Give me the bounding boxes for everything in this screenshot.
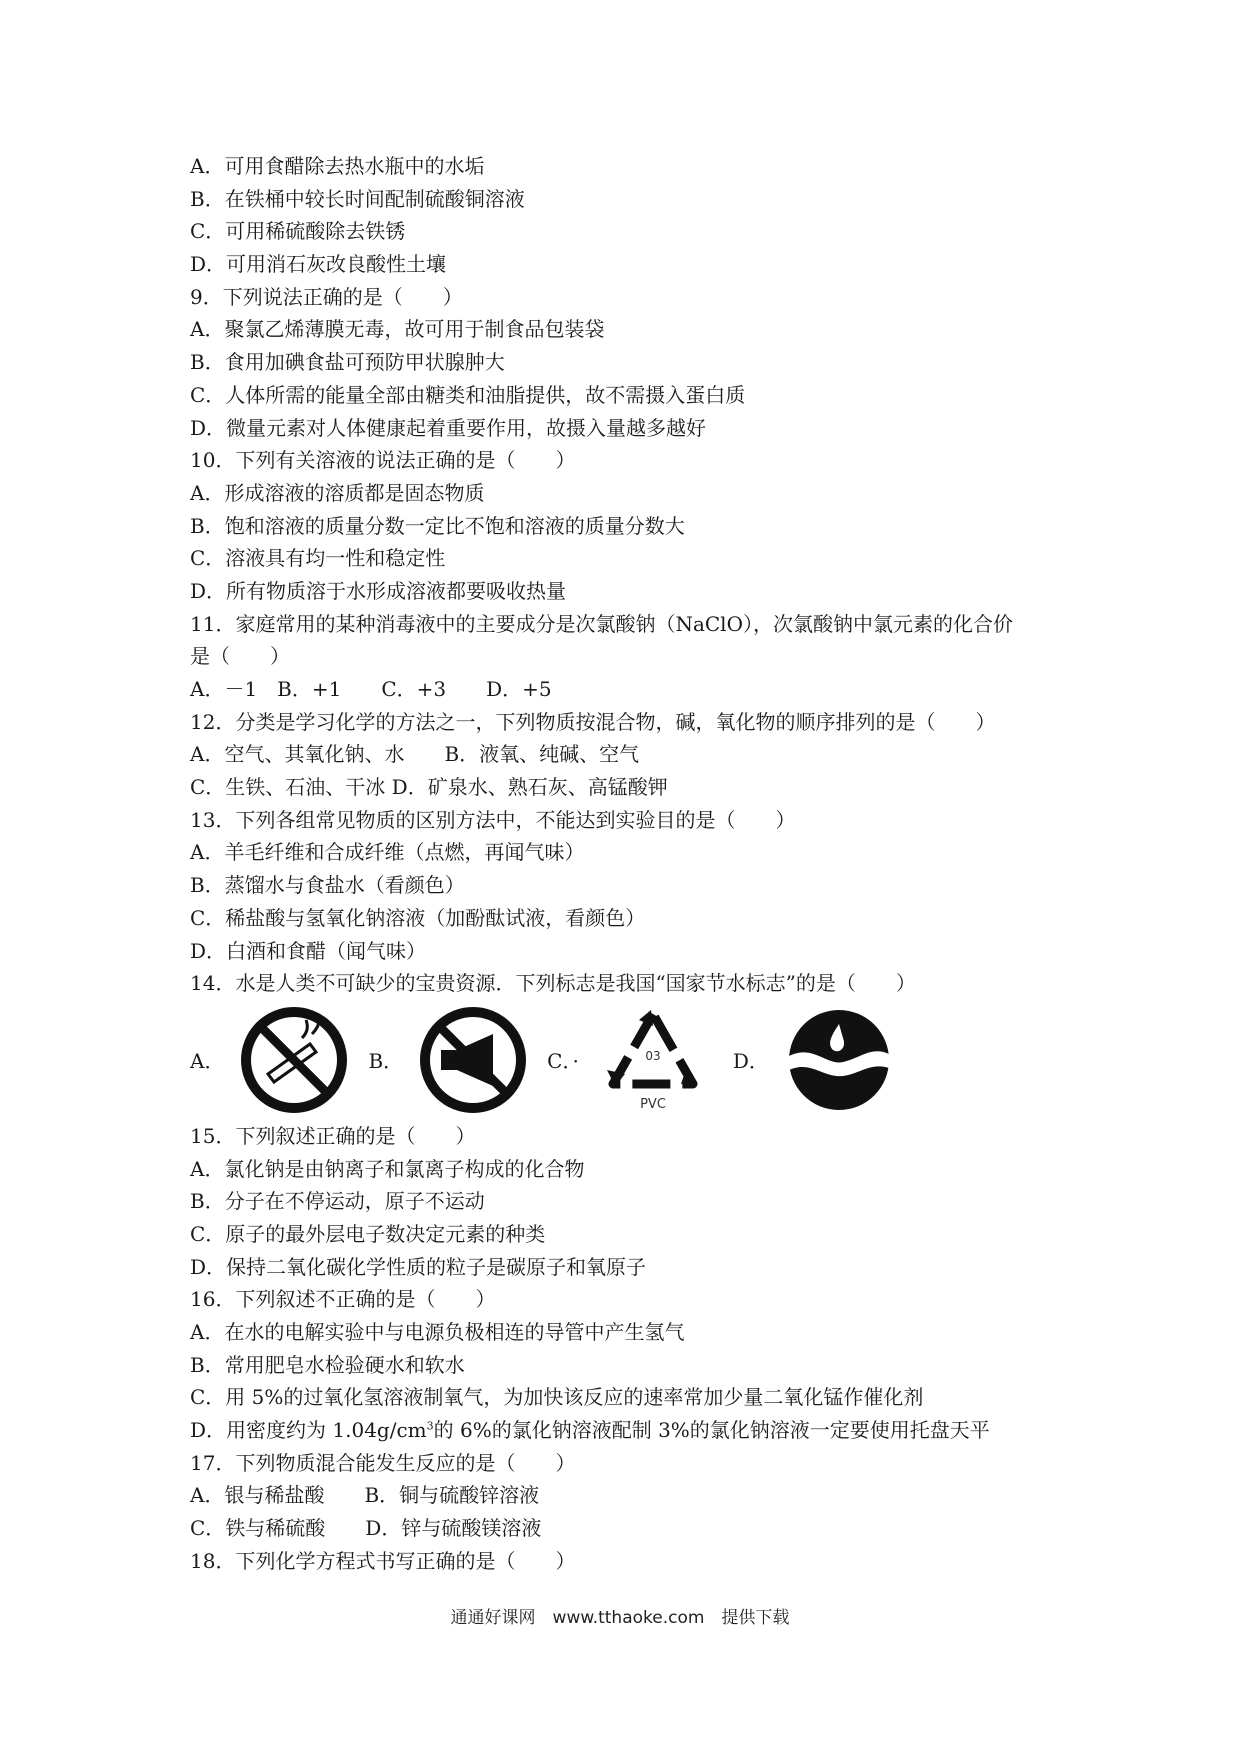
text-line: 16．下列叙述不正确的是（ ） xyxy=(190,1287,496,1312)
text-line: A．银与稀盐酸 B．铜与硫酸锌溶液 xyxy=(190,1483,540,1508)
q14-option-a[interactable] xyxy=(190,1004,350,1116)
no-smoking-icon xyxy=(238,1004,350,1116)
text-line: C．溶液具有均一性和稳定性 xyxy=(190,546,446,571)
text-line: B．分子在不停运动，原子不运动 xyxy=(190,1189,485,1214)
text-line: B．在铁桶中较长时间配制硫酸铜溶液 xyxy=(190,186,525,211)
q14-option-c[interactable] xyxy=(547,1004,713,1116)
no-honking-icon xyxy=(417,1004,529,1116)
text-line: A．在水的电解实验中与电源负极相连的导管中产生氢气 xyxy=(190,1320,685,1344)
text-line: 是（ ） xyxy=(190,644,290,669)
text-line: A．氯化钠是由钠离子和氯离子构成的化合物 xyxy=(190,1156,585,1181)
recycle-material: PVC xyxy=(639,1096,666,1112)
questions-17-18 xyxy=(190,1447,1090,1578)
density-option-line xyxy=(190,1414,1090,1447)
text-line: C．用 5%的过氧化氢溶液制氧气，为加快该反应的速率常加少量二氧化锰作催化剂 xyxy=(190,1385,924,1410)
text-line: 10．下列有关溶液的说法正确的是（ ） xyxy=(190,448,576,473)
text-line: D．微量元素对人体健康起着重要作用，故摄入量越多越好 xyxy=(190,415,707,440)
option-label: B． xyxy=(368,1049,404,1074)
text-line: C．稀盐酸与氢氧化钠溶液（加酚酞试液，看颜色） xyxy=(190,905,646,930)
text-line: B．蒸馏水与食盐水（看颜色） xyxy=(190,873,465,898)
recycle-code: 03 xyxy=(645,1048,661,1063)
text-line: D．白酒和食醋（闻气味） xyxy=(190,938,427,963)
question-content xyxy=(190,150,1090,1578)
text-line: B．常用肥皂水检验硬水和软水 xyxy=(190,1352,465,1377)
text-line: B．饱和溶液的质量分数一定比不饱和溶液的质量分数大 xyxy=(190,513,685,538)
density-text-after: 的 6%的氯化钠溶液配制 3%的氯化钠溶液一定要使用托盘天平 xyxy=(433,1418,990,1443)
text-line: 15．下列叙述正确的是（ ） xyxy=(190,1123,476,1148)
text-line: C．可用稀硫酸除去铁锈 xyxy=(190,219,406,244)
text-line: C．铁与稀硫酸 D．锌与硫酸镁溶液 xyxy=(190,1516,542,1541)
text-line: 14．水是人类不可缺少的宝贵资源．下列标志是我国“国家节水标志”的是（ ） xyxy=(190,971,916,996)
density-superscript: 3 xyxy=(426,1419,434,1433)
text-line: D．可用消石灰改良酸性土壤 xyxy=(190,252,447,277)
option-label: C．· xyxy=(547,1049,579,1074)
text-line: 11．家庭常用的某种消毒液中的主要成分是次氯酸钠（NaClO），次氯酸钠中氯元素的化合价 xyxy=(190,611,1013,636)
q14-option-b[interactable] xyxy=(368,1004,529,1116)
text-line: A．形成溶液的溶质都是固态物质 xyxy=(190,480,485,505)
text-line: A．聚氯乙烯薄膜无毒，故可用于制食品包装袋 xyxy=(190,317,605,342)
text-line: B．食用加碘食盐可预防甲状腺肿大 xyxy=(190,350,505,375)
text-line: C．生铁、石油、干冰 D．矿泉水、熟石灰、高锰酸钾 xyxy=(190,775,668,800)
text-line: A．－1 B．+1 C．+3 D．+5 xyxy=(190,677,552,701)
questions-15-16 xyxy=(190,1120,1090,1414)
text-line: D．保持二氧化碳化学性质的粒子是碳原子和氧原子 xyxy=(190,1254,647,1279)
text-line: A．可用食醋除去热水瓶中的水垢 xyxy=(190,154,485,178)
text-line: 17．下列物质混合能发生反应的是（ ） xyxy=(190,1450,576,1475)
recycle-pvc-icon xyxy=(593,1004,713,1116)
text-line: A．空气、其氧化钠、水 B．液氧、纯碱、空气 xyxy=(190,742,640,767)
text-line: 12．分类是学习化学的方法之一，下列物质按混合物，碱，氧化物的顺序排列的是（ ） xyxy=(190,709,996,734)
density-text-before: D．用密度约为 1.04g/cm xyxy=(190,1418,427,1443)
text-line: C．人体所需的能量全部由糖类和油脂提供，故不需摄入蛋白质 xyxy=(190,382,746,407)
text-line: 13．下列各组常见物质的区别方法中，不能达到实验目的是（ ） xyxy=(190,807,796,832)
text-line: C．原子的最外层电子数决定元素的种类 xyxy=(190,1221,546,1246)
text-line: D．所有物质溶于水形成溶液都要吸收热量 xyxy=(190,578,567,603)
text-line: 9．下列说法正确的是（ ） xyxy=(190,284,463,309)
q14-option-d[interactable] xyxy=(733,1004,895,1116)
questions-8-to-14 xyxy=(190,150,1090,1000)
option-label: D． xyxy=(732,1049,769,1074)
footer-source: 通通好课网 www.tthaoke.com 提供下载 xyxy=(450,1608,790,1628)
option-label: A． xyxy=(190,1049,225,1074)
q14-options-row xyxy=(190,1000,1090,1120)
text-line: A．羊毛纤维和合成纤维（点燃，再闻气味） xyxy=(190,840,585,865)
water-saving-icon xyxy=(783,1004,895,1116)
text-line: 18．下列化学方程式书写正确的是（ ） xyxy=(190,1548,576,1573)
